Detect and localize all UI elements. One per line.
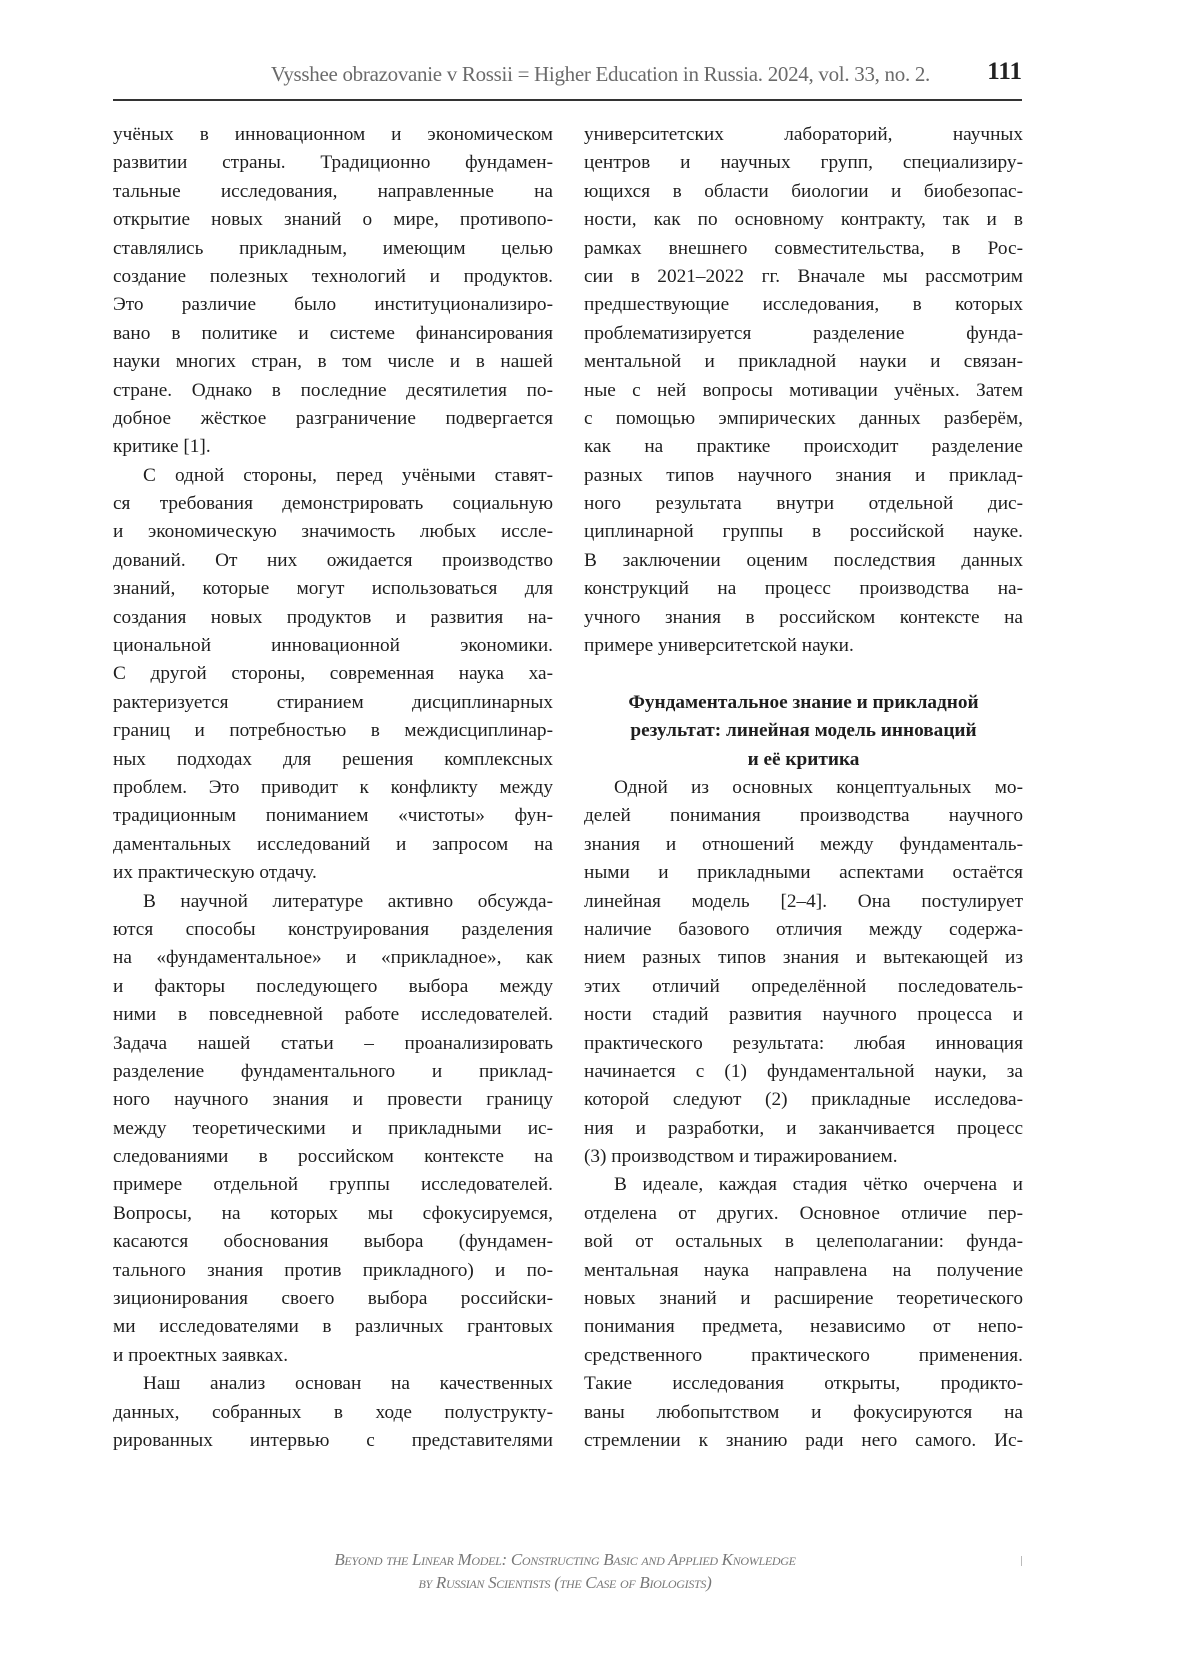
text-line: ности, как по основному контракту, так и в	[584, 209, 1023, 231]
text-line: рамках внешнего совместительства, в Рос-	[584, 237, 1023, 259]
text-line: ного результата внутри отдельной дис-	[584, 493, 1023, 515]
text-line: университетских лабораторий, научных	[584, 124, 1023, 145]
text-line: добное жёсткое разграничение подвергается	[113, 407, 553, 429]
text-line: которой следуют (2) прикладные исследова-	[584, 1089, 1023, 1111]
text-line: ментальной и прикладной науки и связан-	[584, 351, 1023, 373]
text-line: примере университетской науки.	[584, 635, 854, 657]
text-line: как на практике происходит разделение	[584, 436, 1023, 458]
text-line: наличие базового отличия между содержа-	[584, 918, 1023, 940]
paragraph	[113, 121, 553, 462]
text-line: С одной стороны, перед учёными ставят-	[143, 464, 553, 486]
text-line: ющихся в области биологии и биобезопас-	[584, 180, 1023, 202]
text-line: зиционирования своего выбора российски-	[113, 1288, 553, 1310]
text-line: знаний, которые могут использоваться для	[113, 578, 553, 600]
right-column	[584, 121, 1023, 1455]
spacer	[584, 660, 1023, 688]
text-line: Это различие было институционализиро-	[113, 294, 553, 316]
text-line: новых знаний и расширение теоретического	[584, 1288, 1023, 1310]
text-line: линейная модель [2–4]. Она постулирует	[584, 890, 1023, 912]
text-line: практического результата: любая инновация	[584, 1032, 1023, 1054]
text-line: границ и потребностью в междисциплинар-	[113, 720, 553, 742]
text-line: данных, собранных в ходе полуструкту-	[113, 1401, 553, 1423]
section-heading	[584, 689, 1023, 774]
text-line: С другой стороны, современная наука ха-	[113, 663, 553, 685]
header-rule	[113, 99, 1022, 101]
text-line: циплинарной группы в российской науке.	[584, 521, 1023, 543]
text-line: ставлялись прикладным, имеющим целью	[113, 237, 553, 259]
paragraph	[113, 1370, 553, 1455]
text-line: на «фундаментальное» и «прикладное», как	[113, 947, 553, 969]
text-line: проблематизируется разделение фунда-	[584, 322, 1023, 344]
text-line: дований. От них ожидается производство	[113, 549, 553, 571]
heading-line: Фундаментальное знание и прикладной	[628, 691, 979, 713]
text-line: знания и отношений между фундаменталь-	[584, 833, 1023, 855]
text-line: создания новых продуктов и развития на-	[113, 606, 553, 628]
text-line: ния и разработки, и заканчивается процесс	[584, 1117, 1023, 1139]
text-line: сии в 2021–2022 гг. Вначале мы рассмотрим	[584, 265, 1023, 287]
paragraph	[584, 121, 1023, 660]
text-line: ся требования демонстрировать социальную	[113, 493, 553, 515]
text-line: предшествующие исследования, в которых	[584, 294, 1023, 316]
text-line: циональной инновационной экономики.	[113, 635, 553, 657]
text-line: создание полезных технологий и продуктов.	[113, 265, 553, 287]
text-line: вой от остальных в целеполагании: фунда-	[584, 1231, 1023, 1253]
text-line: этих отличий определённой последователь-	[584, 975, 1023, 997]
text-line: их практическую отдачу.	[113, 862, 317, 884]
heading-line: результат: линейная модель инноваций	[630, 720, 977, 742]
text-line: начинается с (1) фундаментальной науки, за	[584, 1060, 1023, 1082]
text-line: науки многих стран, в том числе и в нашей	[113, 351, 553, 373]
text-line: рактеризуется стиранием дисциплинарных	[113, 691, 553, 713]
text-line: ных подходах для решения комплексных	[113, 748, 553, 770]
text-line: следованиями в российском контексте на	[113, 1146, 553, 1168]
text-line: учного знания в российском контексте на	[584, 606, 1023, 628]
text-line: ваны любопытством и фокусируются на	[584, 1401, 1023, 1423]
text-line	[584, 660, 1023, 688]
text-line: рированных интервью с представителями	[113, 1429, 553, 1451]
text-line: ются способы конструирования разделения	[113, 918, 553, 940]
text-line: ми исследователями в различных грантовых	[113, 1316, 553, 1338]
text-line: В идеале, каждая стадия чётко очерчена и	[614, 1174, 1023, 1196]
footer-title-line-1: Beyond the Linear Model: Constructing Basic and Applied Knowledge	[334, 1550, 796, 1569]
text-line: разных типов научного знания и приклад-	[584, 464, 1023, 486]
text-line: критике [1].	[113, 436, 211, 458]
text-line: разделение фундаментального и приклад-	[113, 1060, 553, 1082]
text-line: стремлении к знанию ради него самого. Ис-	[584, 1429, 1023, 1451]
running-footer	[200, 1548, 930, 1594]
text-line: с помощью эмпирических данных разберём,	[584, 407, 1023, 429]
text-line: даментальных исследований и запросом на	[113, 833, 553, 855]
text-line: ности стадий развития научного процесса и	[584, 1004, 1023, 1026]
paragraph	[584, 774, 1023, 1171]
text-line: понимания предмета, независимо от непо-	[584, 1316, 1023, 1338]
text-line: центров и научных групп, специализиру-	[584, 152, 1023, 174]
text-line: вано в политике и системе финансирования	[113, 322, 553, 344]
paragraph	[113, 888, 553, 1371]
text-line: средственного практического применения.	[584, 1344, 1023, 1366]
text-line: между теоретическими и прикладными ис-	[113, 1117, 553, 1139]
text-line: и экономическую значимость любых иссле-	[113, 521, 553, 543]
text-line: Наш анализ основан на качественных	[143, 1373, 553, 1395]
heading-line: и её критика	[747, 748, 860, 770]
text-line: Задача нашей статьи – проанализировать	[113, 1032, 553, 1054]
text-line: отделена от других. Основное отличие пер-	[584, 1202, 1023, 1224]
text-line: В научной литературе активно обсужда-	[143, 890, 553, 912]
journal-citation: Vysshee obrazovanie v Rossii = Higher Education in Russia. 2024, vol. 33, no. 2.	[270, 62, 930, 86]
paragraph	[113, 462, 553, 888]
text-line: конструкций на процесс производства на-	[584, 578, 1023, 600]
margin-mark	[1021, 1556, 1022, 1566]
text-line: (3) производством и тиражированием.	[584, 1146, 898, 1168]
text-line: и проектных заявках.	[113, 1344, 289, 1366]
text-line: Одной из основных концептуальных мо-	[614, 776, 1023, 798]
running-header	[113, 58, 1022, 94]
text-line: ментальная наука направлена на получение	[584, 1259, 1023, 1281]
left-column	[113, 121, 553, 1455]
page-number: 111	[987, 58, 1022, 85]
text-line: учёных в инновационном и экономическом	[113, 124, 553, 145]
text-line: тальные исследования, направленные на	[113, 180, 553, 202]
paragraph	[584, 1171, 1023, 1455]
text-line: В заключении оценим последствия данных	[584, 549, 1023, 571]
text-line: ными и прикладными аспектами остаётся	[584, 862, 1023, 884]
text-line: открытие новых знаний о мире, противопо-	[113, 209, 553, 231]
text-line: Такие исследования открыты, продикто-	[584, 1373, 1023, 1395]
footer-title-line-2: by Russian Scientists (the Case of Biologists)	[418, 1573, 712, 1592]
text-line: ного научного знания и провести границу	[113, 1089, 553, 1111]
text-line: ные с ней вопросы мотивации учёных. Затем	[584, 379, 1023, 401]
text-line: примере отдельной группы исследователей.	[113, 1174, 553, 1196]
text-line: Вопросы, на которых мы сфокусируемся,	[113, 1202, 553, 1224]
text-line: касаются обоснования выбора (фундамен-	[113, 1231, 553, 1253]
text-line: нием разных типов знания и вытекающей из	[584, 947, 1023, 969]
text-line: традиционным пониманием «чистоты» фун-	[113, 805, 553, 827]
text-line: делей понимания производства научного	[584, 805, 1023, 827]
text-line: проблем. Это приводит к конфликту между	[113, 776, 553, 798]
text-line: тального знания против прикладного) и по-	[113, 1259, 553, 1281]
text-line: стране. Однако в последние десятилетия по-	[113, 379, 553, 401]
text-line: ними в повседневной работе исследователей.	[113, 1004, 553, 1026]
text-line: и факторы последующего выбора между	[113, 975, 553, 997]
text-line: развитии страны. Традиционно фундамен-	[113, 152, 553, 174]
